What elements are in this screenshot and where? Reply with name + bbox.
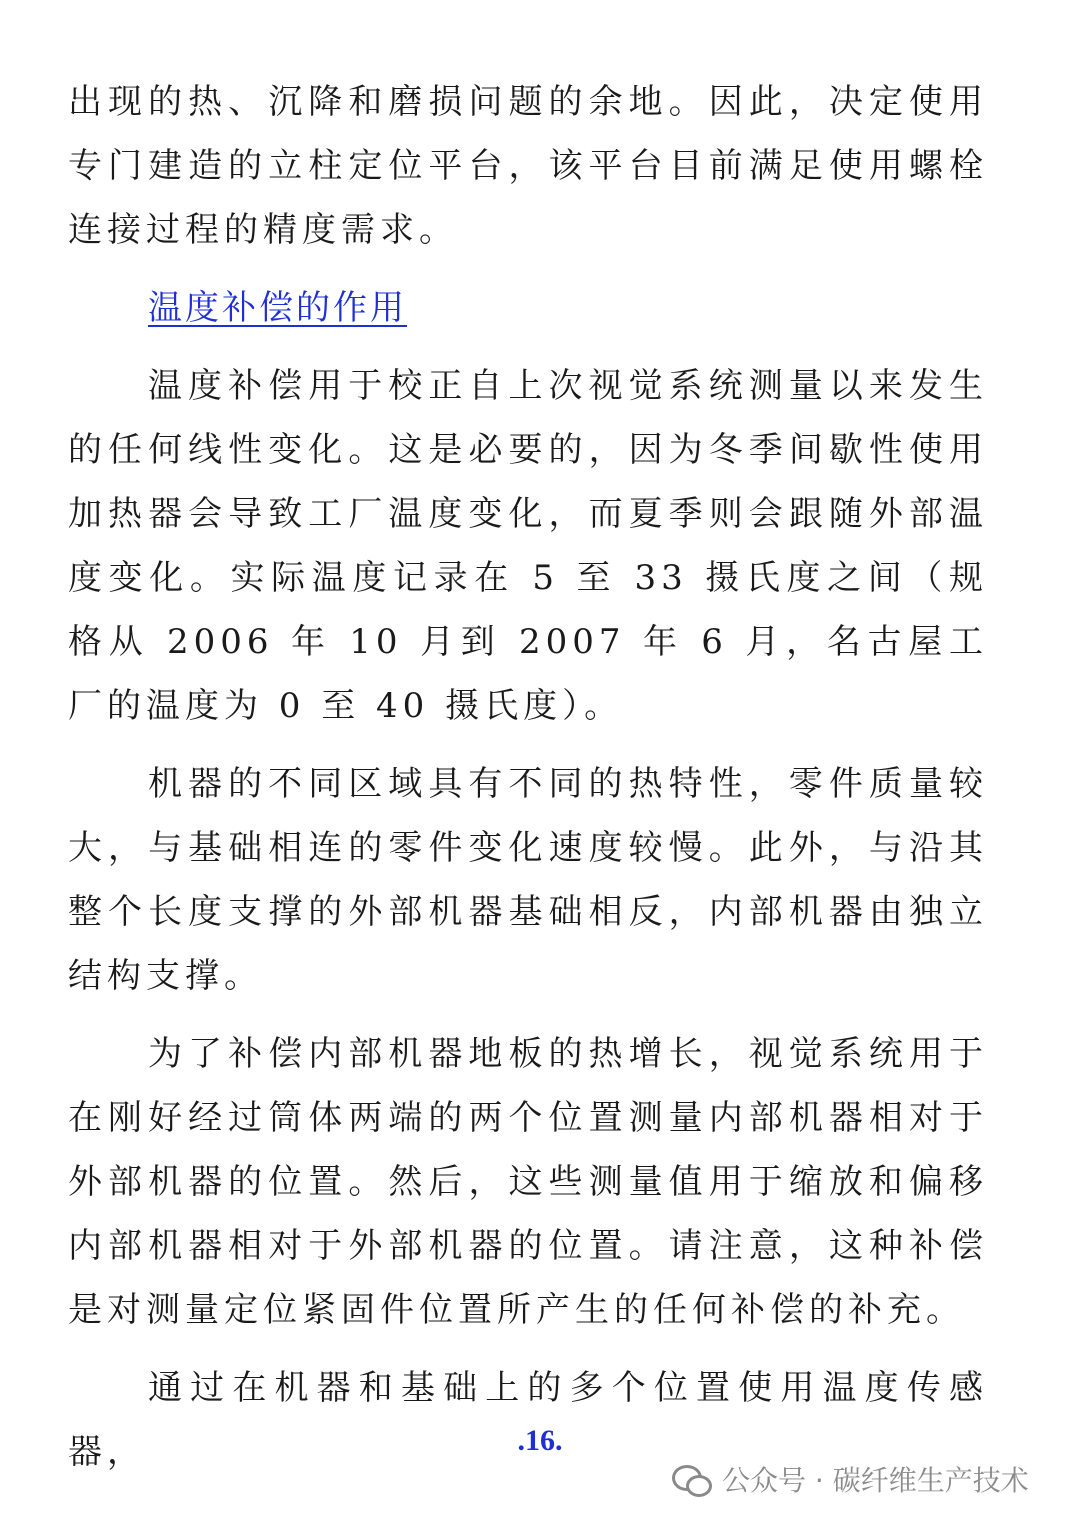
watermark-text: 公众号 · 碳纤维生产技术 — [722, 1464, 1029, 1497]
page-number: .16. — [517, 1424, 563, 1457]
paragraph: 为了补偿内部机器地板的热增长，视觉系统用于在刚好经过筒体两端的两个位置测量内部机器相对于外部机器的位置。然后，这些测量值用于缩放和偏移内部机器相对于外部机器的位置。请注意，这种补偿是对测量定位紧固件位置所产生的任何补偿的补充。 — [68, 1034, 988, 1330]
paragraph: 温度补偿用于校正自上次视觉系统测量以来发生的任何线性变化。这是必要的，因为冬季间歇性使用加热器会导致工厂温度变化，而夏季则会跟随外部温度变化。实际温度记录在 5 至 33 摄氏度之间（规格从 2006 年 10 月到 2007 年 6 月，名古屋工厂的温度为 0 至 40 摄氏度）。 — [68, 366, 988, 726]
watermark — [672, 1459, 1029, 1499]
paragraph: 机器的不同区域具有不同的热特性，零件质量较大，与基础相连的零件变化速度较慢。此外，与沿其整个长度支撑的外部机器基础相反，内部机器由独立结构支撑。 — [68, 764, 988, 996]
paragraph: 通过在机器和基础上的多个位置使用温度传感器， — [68, 1368, 988, 1472]
section-heading — [148, 276, 988, 340]
wechat-icon — [672, 1463, 710, 1495]
paragraph: 出现的热、沉降和磨损问题的余地。因此，决定使用专门建造的立柱定位平台，该平台目前满足使用螺栓连接过程的精度需求。 — [68, 82, 988, 250]
document-body — [68, 70, 988, 1498]
section-heading-link[interactable]: 温度补偿的作用 — [148, 288, 407, 328]
